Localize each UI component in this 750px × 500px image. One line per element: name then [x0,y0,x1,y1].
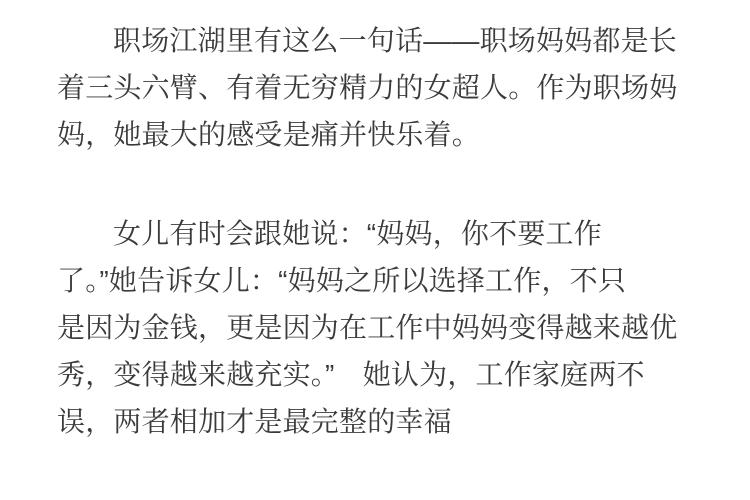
text-line: 职场江湖里有这么一句话——职场妈妈都是长 [113,25,678,56]
text-line: 了。”她告诉女儿：“妈妈之所以选择工作，不只 [57,265,627,296]
paragraph-intro [57,17,678,158]
article-text [57,17,678,445]
paragraph-quote [57,210,678,445]
text-line: 是因为金钱，更是因为在工作中妈妈变得越来越优 [57,312,678,343]
text-line: 秀，变得越来越充实。” 她认为，工作家庭两不 [57,359,645,390]
text-line: 妈，她最大的感受是痛并快乐着。 [57,119,481,150]
text-line: 误，两者相加才是最完整的幸福 [57,406,452,437]
text-line: 着三头六臂、有着无穷精力的女超人。作为职场妈 [57,72,678,103]
text-line: 女儿有时会跟她说：“妈妈，你不要工作 [113,218,602,249]
